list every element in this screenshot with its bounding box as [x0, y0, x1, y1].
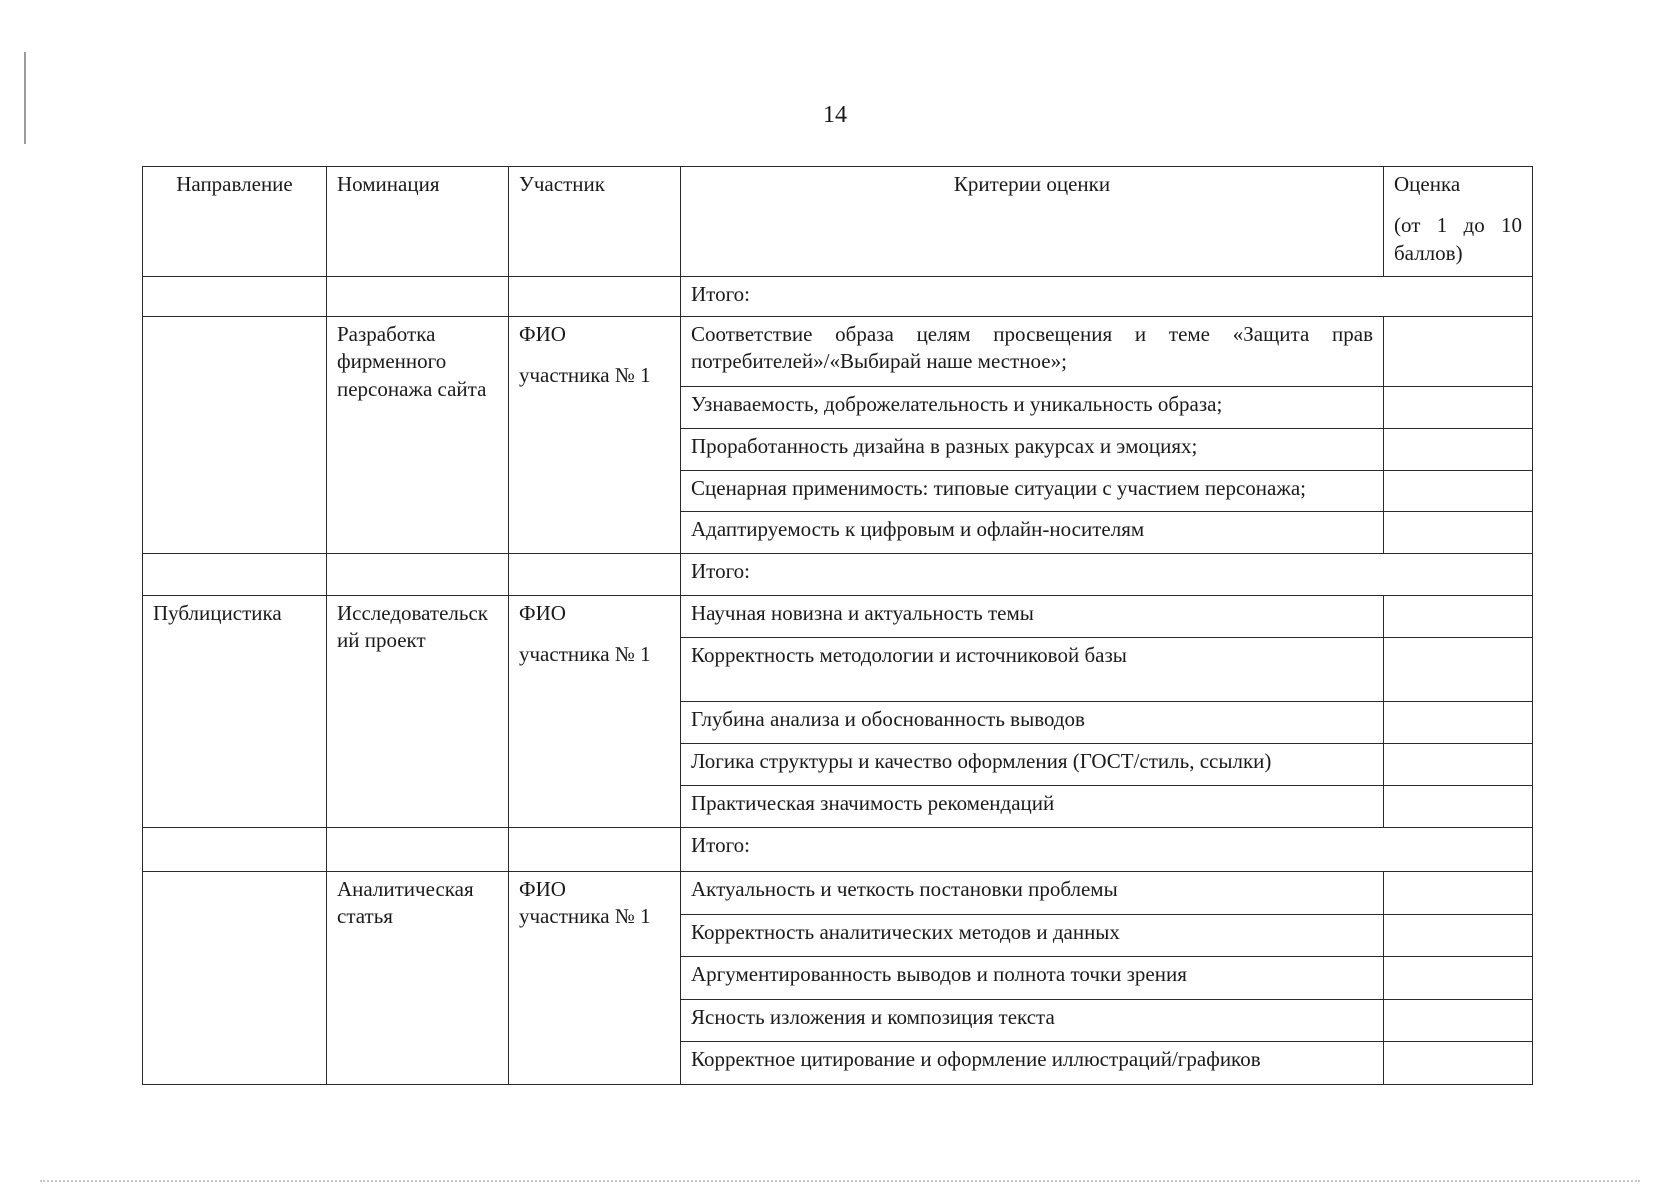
participant-number: участника № 1 [519, 363, 651, 388]
score-cell[interactable] [1384, 915, 1533, 957]
header-nomination: Номинация [327, 167, 509, 277]
criterion-cell: Ясность изложения и композиция текста [681, 1000, 1384, 1042]
section-nomination: Исследовательский проект [327, 596, 509, 828]
header-participant: Участник [509, 167, 681, 277]
section-participant [509, 596, 681, 828]
header-score-title: Оценка [1394, 172, 1461, 196]
criterion-row [143, 872, 1533, 915]
scan-bottom-dots [40, 1180, 1640, 1182]
total-label: Итого: [681, 554, 1533, 596]
criterion-cell: Адаптируемость к цифровым и офлайн-носителям [681, 512, 1384, 554]
score-cell[interactable] [1384, 702, 1533, 744]
section-participant [509, 317, 681, 554]
total-row [143, 828, 1533, 872]
evaluation-table [142, 166, 1533, 1085]
score-cell[interactable] [1384, 471, 1533, 512]
total-row [143, 554, 1533, 596]
participant-number: участника № 1 [519, 904, 651, 929]
participant-fio: ФИО [519, 877, 566, 901]
criterion-cell: Аргументированность выводов и полнота точки зрения [681, 957, 1384, 1000]
section-nomination: Разработка фирменного персонажа сайта [327, 317, 509, 554]
header-score-range: (от 1 до 10 баллов) [1394, 213, 1522, 265]
score-cell[interactable] [1384, 596, 1533, 638]
score-cell[interactable] [1384, 1042, 1533, 1085]
section-nomination: Аналитическая статья [327, 872, 509, 1085]
score-cell[interactable] [1384, 638, 1533, 702]
score-cell[interactable] [1384, 429, 1533, 471]
header-row [143, 167, 1533, 277]
score-cell[interactable] [1384, 957, 1533, 1000]
criterion-cell: Логика структуры и качество оформления (ГОСТ/стиль, ссылки) [681, 744, 1384, 786]
criterion-cell: Проработанность дизайна в разных ракурсах и эмоциях; [681, 429, 1384, 471]
score-cell[interactable] [1384, 317, 1533, 387]
criterion-cell: Узнаваемость, доброжелательность и уникальность образа; [681, 387, 1384, 429]
criterion-cell: Научная новизна и актуальность темы [681, 596, 1384, 638]
section-direction [143, 317, 327, 554]
criterion-cell: Актуальность и четкость постановки проблемы [681, 872, 1384, 915]
criterion-cell: Соответствие образа целям просвещения и теме «Защита прав потребителей»/«Выбирай наше местное»; [681, 317, 1384, 387]
section-participant [509, 872, 681, 1085]
scan-edge-mark [24, 52, 26, 144]
header-direction: Направление [143, 167, 327, 277]
section-direction: Публицистика [143, 596, 327, 828]
criterion-cell: Корректность аналитических методов и данных [681, 915, 1384, 957]
criterion-row [143, 317, 1533, 387]
score-cell[interactable] [1384, 744, 1533, 786]
criterion-cell: Корректное цитирование и оформление иллюстраций/графиков [681, 1042, 1384, 1085]
score-cell[interactable] [1384, 872, 1533, 915]
criterion-cell: Практическая значимость рекомендаций [681, 786, 1384, 828]
header-criteria: Критерии оценки [681, 167, 1384, 277]
criterion-cell: Корректность методологии и источниковой базы [681, 638, 1384, 702]
total-label: Итого: [681, 277, 1533, 317]
page-number: 14 [823, 102, 847, 128]
total-label: Итого: [681, 828, 1533, 872]
total-row [143, 277, 1533, 317]
score-cell[interactable] [1384, 786, 1533, 828]
participant-fio: ФИО [519, 322, 566, 346]
score-cell[interactable] [1384, 512, 1533, 554]
header-score [1384, 167, 1533, 277]
criterion-cell: Сценарная применимость: типовые ситуации с участием персонажа; [681, 471, 1384, 512]
criterion-row [143, 596, 1533, 638]
criterion-cell: Глубина анализа и обоснованность выводов [681, 702, 1384, 744]
section-direction [143, 872, 327, 1085]
score-cell[interactable] [1384, 387, 1533, 429]
participant-fio: ФИО [519, 601, 566, 625]
participant-number: участника № 1 [519, 642, 651, 667]
score-cell[interactable] [1384, 1000, 1533, 1042]
